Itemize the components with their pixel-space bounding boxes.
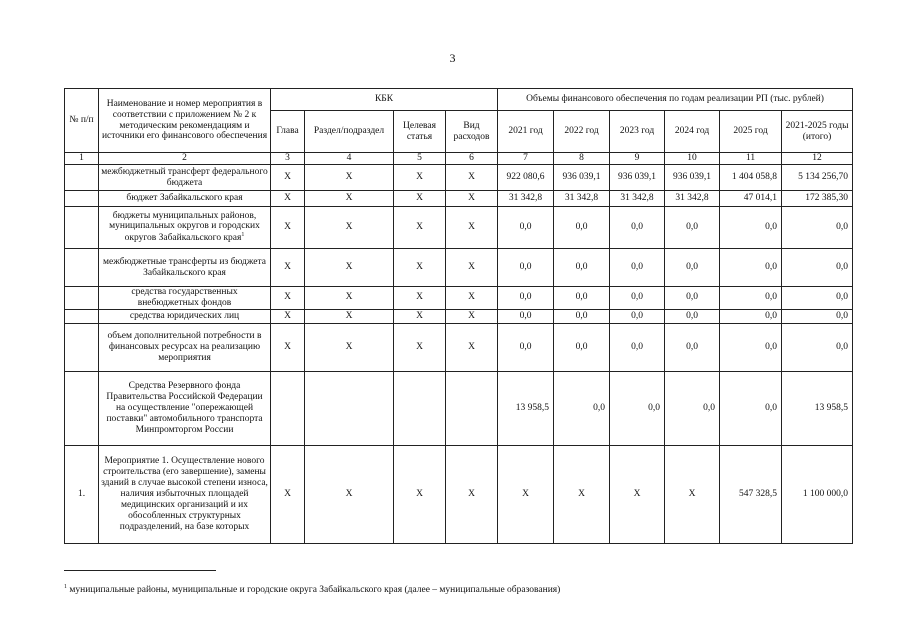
header-year: 2023 год bbox=[610, 111, 665, 153]
value-cell: 1 404 058,8 bbox=[720, 165, 782, 191]
row-number-cell bbox=[65, 371, 99, 445]
header-kbk-col: Глава bbox=[271, 111, 305, 153]
value-cell: 0,0 bbox=[782, 207, 853, 249]
value-cell: 0,0 bbox=[610, 287, 665, 310]
value-cell: 0,0 bbox=[498, 207, 554, 249]
value-cell: 0,0 bbox=[782, 249, 853, 287]
row-number-cell bbox=[65, 287, 99, 310]
col-number: 12 bbox=[782, 153, 853, 165]
value-cell: 13 958,5 bbox=[498, 371, 554, 445]
kbk-cell: X bbox=[271, 309, 305, 323]
row-number-cell bbox=[65, 207, 99, 249]
row-number-cell: 1. bbox=[65, 445, 99, 543]
table-row bbox=[65, 207, 853, 249]
header-kbk: КБК bbox=[271, 89, 498, 111]
value-cell: 0,0 bbox=[610, 207, 665, 249]
kbk-cell: X bbox=[271, 207, 305, 249]
row-name-cell bbox=[99, 371, 271, 445]
kbk-cell: X bbox=[446, 323, 498, 371]
header-year: 2021-2025 годы (итого) bbox=[782, 111, 853, 153]
col-number: 10 bbox=[665, 153, 720, 165]
col-number: 5 bbox=[394, 153, 446, 165]
footnote-ref: 1 bbox=[241, 232, 245, 239]
kbk-cell: X bbox=[305, 309, 394, 323]
kbk-cell: X bbox=[271, 323, 305, 371]
kbk-cell: X bbox=[446, 165, 498, 191]
page-number: 3 bbox=[449, 51, 456, 65]
value-cell: 31 342,8 bbox=[554, 191, 610, 207]
kbk-cell: X bbox=[446, 309, 498, 323]
value-cell: 0,0 bbox=[498, 249, 554, 287]
value-cell: 0,0 bbox=[665, 309, 720, 323]
row-number-cell bbox=[65, 249, 99, 287]
value-cell: 13 958,5 bbox=[782, 371, 853, 445]
table-row bbox=[65, 445, 853, 543]
value-cell: X bbox=[610, 445, 665, 543]
kbk-cell: X bbox=[305, 165, 394, 191]
col-number: 2 bbox=[99, 153, 271, 165]
financing-table bbox=[64, 88, 853, 544]
kbk-cell bbox=[446, 371, 498, 445]
footnote bbox=[64, 584, 560, 595]
kbk-cell: X bbox=[271, 249, 305, 287]
value-cell: 0,0 bbox=[665, 371, 720, 445]
kbk-cell: X bbox=[271, 445, 305, 543]
value-cell: 47 014,1 bbox=[720, 191, 782, 207]
header-year: 2021 год bbox=[498, 111, 554, 153]
value-cell: X bbox=[665, 445, 720, 543]
col-number: 9 bbox=[610, 153, 665, 165]
footnote-marker: 1 bbox=[64, 584, 67, 590]
value-cell: 0,0 bbox=[665, 323, 720, 371]
value-cell: 936 039,1 bbox=[610, 165, 665, 191]
kbk-cell: X bbox=[446, 445, 498, 543]
row-name-cell bbox=[99, 207, 271, 249]
row-number-cell bbox=[65, 165, 99, 191]
value-cell: 0,0 bbox=[665, 207, 720, 249]
value-cell: X bbox=[498, 445, 554, 543]
header-year: 2025 год bbox=[720, 111, 782, 153]
header-year: 2022 год bbox=[554, 111, 610, 153]
row-name-text: бюджеты муниципальных районов, муниципальных округов и городских округов Забайкальского края bbox=[109, 210, 260, 244]
value-cell: 0,0 bbox=[498, 323, 554, 371]
col-number: 8 bbox=[554, 153, 610, 165]
table-row bbox=[65, 287, 853, 310]
table-row bbox=[65, 249, 853, 287]
value-cell: 0,0 bbox=[498, 287, 554, 310]
kbk-cell: X bbox=[305, 287, 394, 310]
value-cell: 936 039,1 bbox=[665, 165, 720, 191]
header-no: № п/п bbox=[65, 89, 99, 153]
kbk-cell bbox=[394, 371, 446, 445]
kbk-cell: X bbox=[446, 207, 498, 249]
table-row bbox=[65, 371, 853, 445]
value-cell: 0,0 bbox=[610, 309, 665, 323]
row-name-cell bbox=[99, 323, 271, 371]
value-cell: 31 342,8 bbox=[498, 191, 554, 207]
value-cell: 922 080,6 bbox=[498, 165, 554, 191]
header-kbk-col: Раздел/подраздел bbox=[305, 111, 394, 153]
header-name: Наименование и номер мероприятия в соответствии с приложением № 2 к методическим рекомендациям и источники его финансового обеспечения bbox=[99, 89, 271, 153]
kbk-cell bbox=[305, 371, 394, 445]
value-cell: 0,0 bbox=[782, 309, 853, 323]
footnote-divider bbox=[64, 570, 216, 571]
col-number: 6 bbox=[446, 153, 498, 165]
value-cell: 0,0 bbox=[720, 323, 782, 371]
row-name-text: межбюджетные трансферты из бюджета Забайкальского края bbox=[102, 256, 266, 278]
kbk-cell: X bbox=[446, 287, 498, 310]
value-cell: 0,0 bbox=[554, 323, 610, 371]
value-cell: 0,0 bbox=[720, 287, 782, 310]
col-number: 4 bbox=[305, 153, 394, 165]
value-cell: 0,0 bbox=[554, 287, 610, 310]
row-name-text: объем дополнительной потребности в финансовых ресурсах на реализацию мероприятия bbox=[107, 330, 262, 363]
value-cell: 0,0 bbox=[665, 287, 720, 310]
value-cell: 0,0 bbox=[498, 309, 554, 323]
row-name-text: средства государственных внебюджетных фондов bbox=[131, 287, 238, 308]
kbk-cell: X bbox=[305, 207, 394, 249]
kbk-cell: X bbox=[271, 165, 305, 191]
row-name-text: Мероприятие 1. Осуществление нового строительства (его завершение), замены зданий в случае высокой степени износа, наличия избыточных площадей медицинских организаций и их обособленных структурных подразделений, на базе которых bbox=[101, 456, 268, 532]
row-name-cell bbox=[99, 191, 271, 207]
value-cell: 0,0 bbox=[610, 323, 665, 371]
value-cell: 172 385,30 bbox=[782, 191, 853, 207]
kbk-cell: X bbox=[446, 249, 498, 287]
kbk-cell: X bbox=[271, 191, 305, 207]
row-number-cell bbox=[65, 323, 99, 371]
value-cell: 0,0 bbox=[782, 287, 853, 310]
value-cell: 547 328,5 bbox=[720, 445, 782, 543]
col-number: 3 bbox=[271, 153, 305, 165]
value-cell: 0,0 bbox=[554, 207, 610, 249]
value-cell: 0,0 bbox=[610, 249, 665, 287]
value-cell: 0,0 bbox=[554, 309, 610, 323]
header-year: 2024 год bbox=[665, 111, 720, 153]
row-name-text: Средства Резервного фонда Правительства Российской Федерации на осуществление "опережающей поставки" автомобильного транспорта Минпромторгом России bbox=[106, 381, 263, 435]
value-cell: 0,0 bbox=[554, 249, 610, 287]
value-cell: 0,0 bbox=[720, 371, 782, 445]
row-number-cell bbox=[65, 309, 99, 323]
header-volume: Объемы финансового обеспечения по годам реализации РП (тыс. рублей) bbox=[498, 89, 853, 111]
kbk-cell: X bbox=[394, 207, 446, 249]
kbk-cell: X bbox=[394, 287, 446, 310]
value-cell: 0,0 bbox=[720, 207, 782, 249]
footnote-text: муниципальные районы, муниципальные и городские округа Забайкальского края (далее – муниципальные образования) bbox=[69, 585, 561, 596]
kbk-cell: X bbox=[446, 191, 498, 207]
table-row bbox=[65, 191, 853, 207]
kbk-cell: X bbox=[305, 191, 394, 207]
value-cell: 31 342,8 bbox=[610, 191, 665, 207]
row-name-cell bbox=[99, 287, 271, 310]
kbk-cell: X bbox=[394, 323, 446, 371]
table-row bbox=[65, 165, 853, 191]
row-name-cell bbox=[99, 165, 271, 191]
value-cell: 0,0 bbox=[720, 249, 782, 287]
value-cell: 936 039,1 bbox=[554, 165, 610, 191]
kbk-cell: X bbox=[394, 165, 446, 191]
col-number: 11 bbox=[720, 153, 782, 165]
col-number: 7 bbox=[498, 153, 554, 165]
row-name-text: бюджет Забайкальского края bbox=[126, 193, 243, 204]
value-cell: 0,0 bbox=[610, 371, 665, 445]
row-name-cell bbox=[99, 309, 271, 323]
header-kbk-col: Целевая статья bbox=[394, 111, 446, 153]
value-cell: 5 134 256,70 bbox=[782, 165, 853, 191]
kbk-cell: X bbox=[394, 309, 446, 323]
value-cell: 31 342,8 bbox=[665, 191, 720, 207]
kbk-cell: X bbox=[305, 249, 394, 287]
col-number: 1 bbox=[65, 153, 99, 165]
kbk-cell: X bbox=[305, 445, 394, 543]
row-name-text: межбюджетный трансферт федерального бюджета bbox=[101, 166, 268, 188]
header-kbk-col: Вид расходов bbox=[446, 111, 498, 153]
kbk-cell: X bbox=[271, 287, 305, 310]
row-name-cell bbox=[99, 445, 271, 543]
value-cell: 1 100 000,0 bbox=[782, 445, 853, 543]
value-cell: 0,0 bbox=[554, 371, 610, 445]
value-cell: X bbox=[554, 445, 610, 543]
table-row bbox=[65, 309, 853, 323]
kbk-cell bbox=[271, 371, 305, 445]
kbk-cell: X bbox=[394, 445, 446, 543]
kbk-cell: X bbox=[394, 191, 446, 207]
table-body bbox=[65, 165, 853, 544]
kbk-cell: X bbox=[394, 249, 446, 287]
row-number-cell bbox=[65, 191, 99, 207]
kbk-cell: X bbox=[305, 323, 394, 371]
row-name-cell bbox=[99, 249, 271, 287]
value-cell: 0,0 bbox=[720, 309, 782, 323]
row-name-text: средства юридических лиц bbox=[129, 310, 240, 321]
value-cell: 0,0 bbox=[782, 323, 853, 371]
value-cell: 0,0 bbox=[665, 249, 720, 287]
table-row bbox=[65, 323, 853, 371]
